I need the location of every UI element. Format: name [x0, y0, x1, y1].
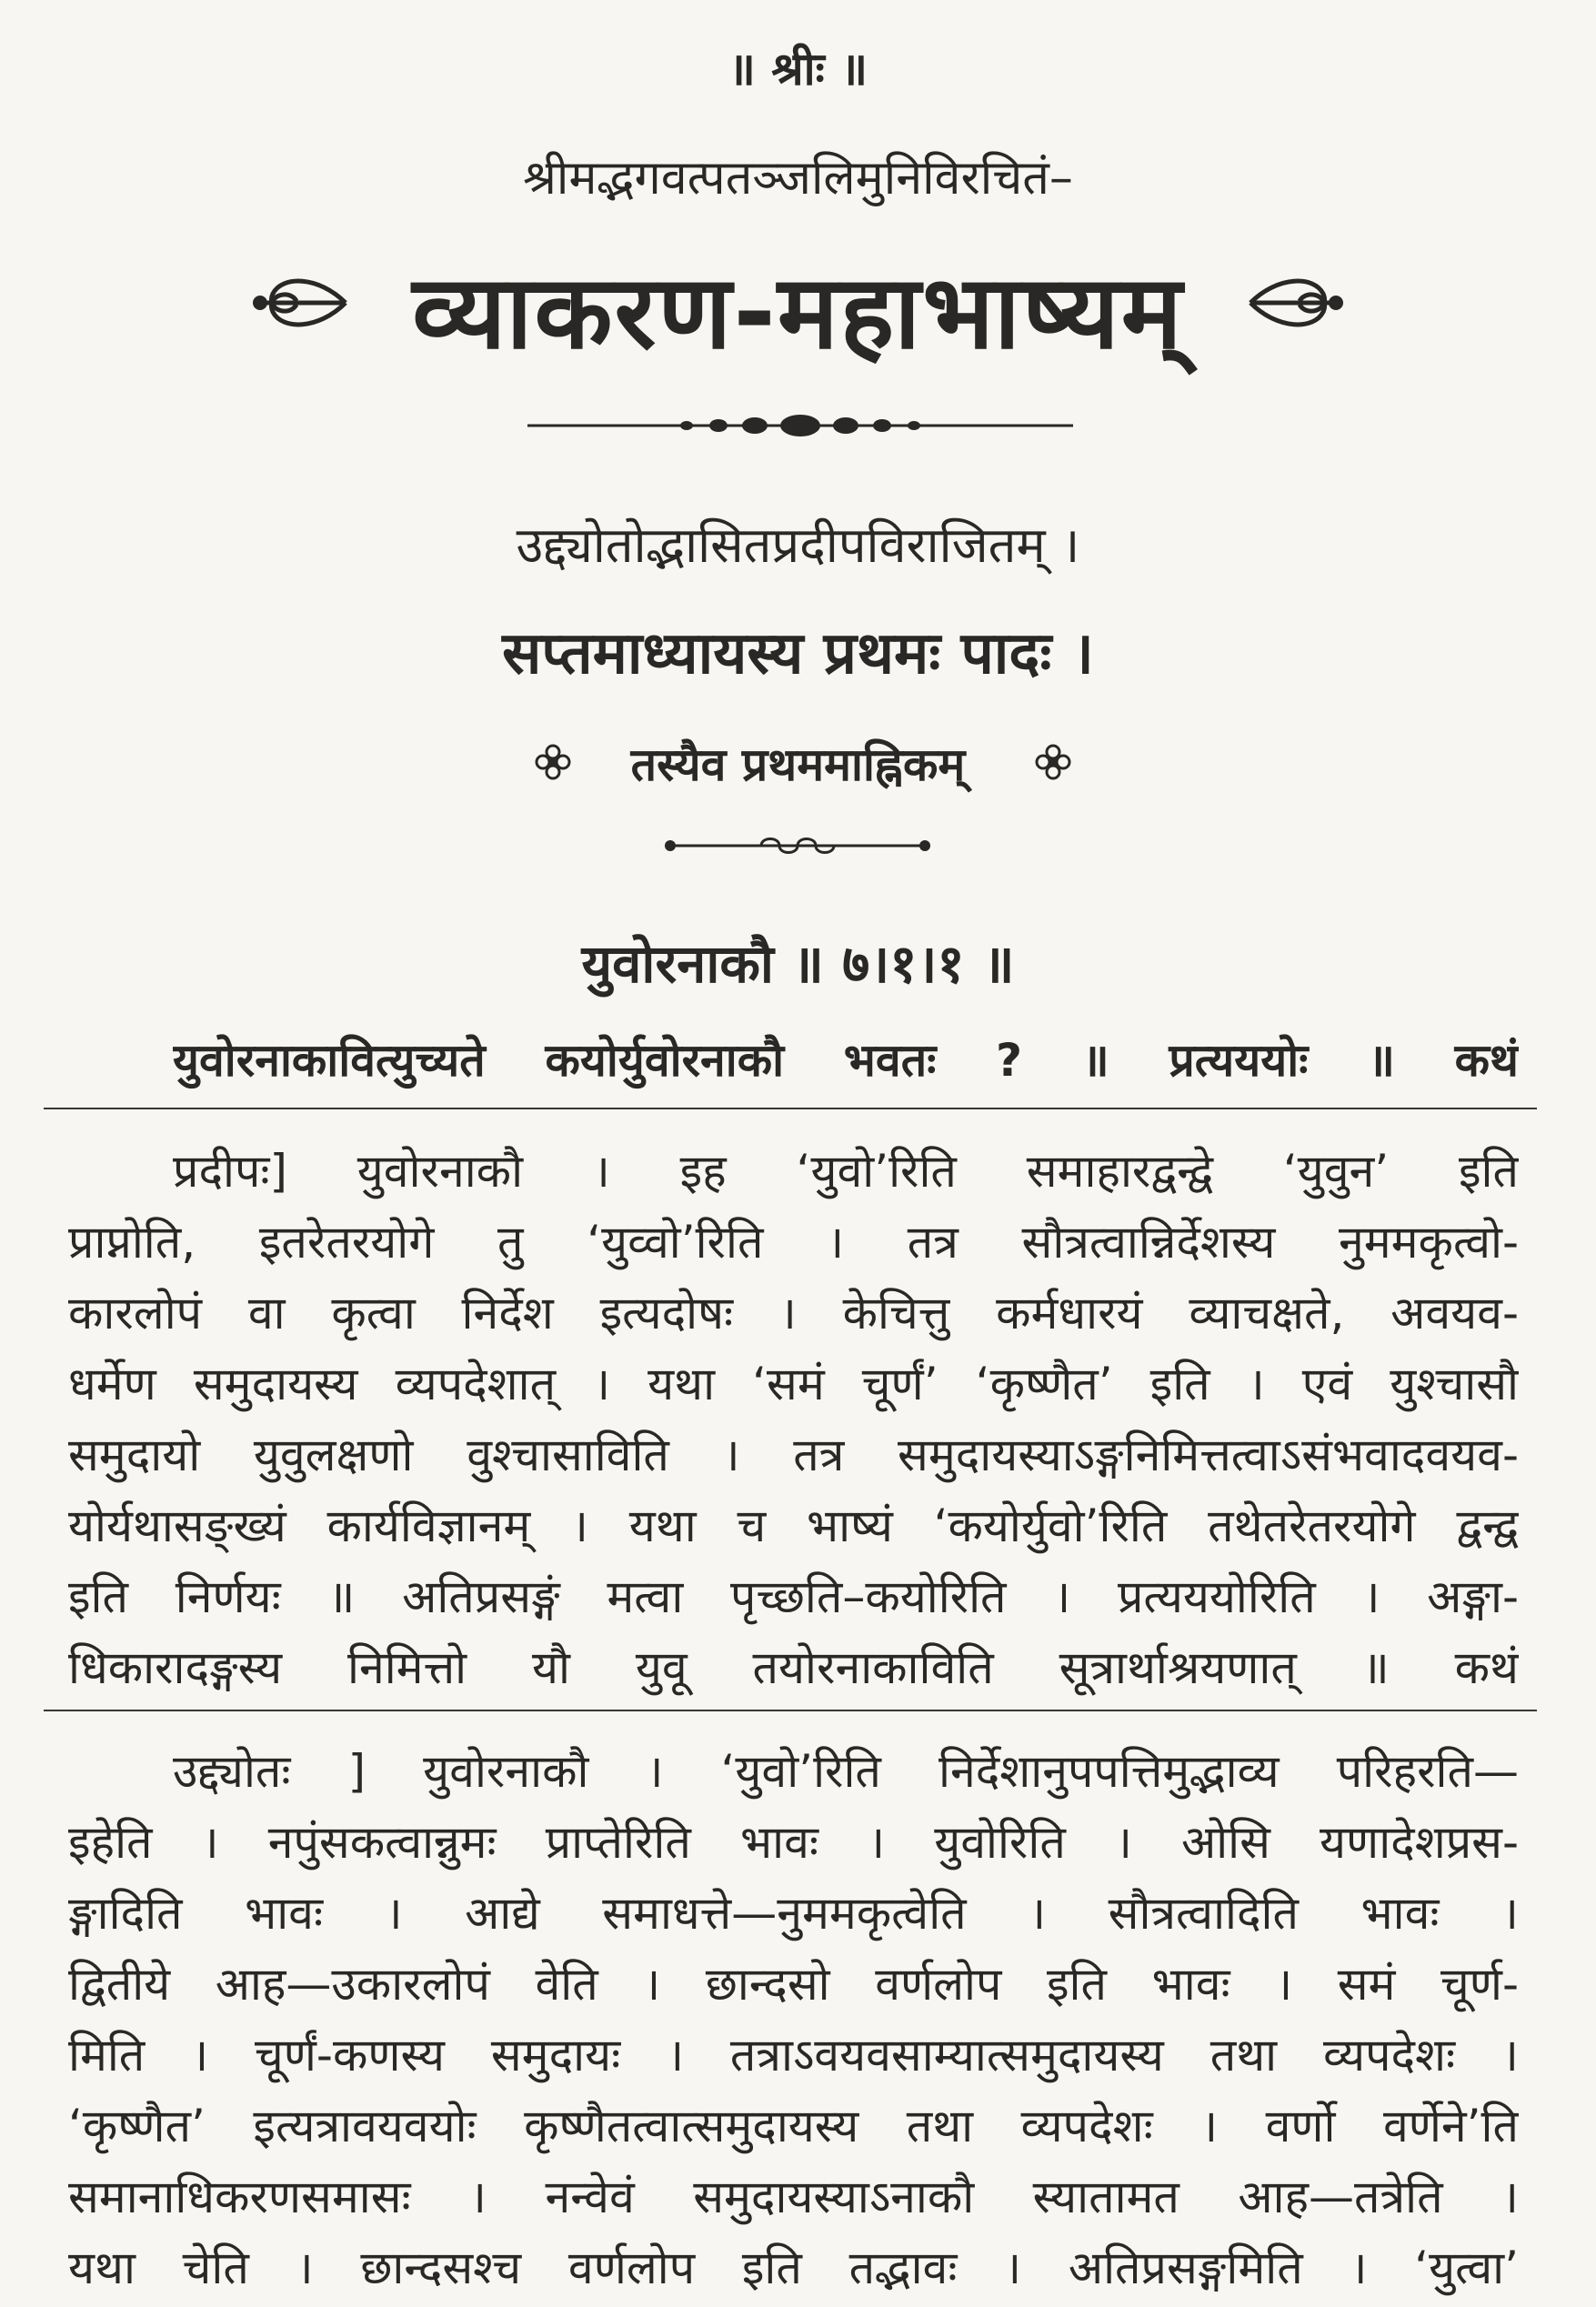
pradipa-line: प्राप्नोति, इतरेतरयोगे तु ‘युव्वो’रिति । तत्र सौत्रत्वान्निर्देशस्य नुममकृत्वो-	[68, 1216, 1519, 1269]
ornament-divider-icon	[527, 407, 1073, 444]
uddyota-line: ङ्गादिति भावः । आद्ये समाधत्ते—नुममकृत्वेति । सौत्रत्वादिति भावः ।	[68, 1887, 1519, 1940]
section-divider-1	[44, 1108, 1537, 1109]
scroll-divider-icon	[661, 832, 934, 859]
right-flower-icon	[1035, 744, 1071, 780]
author-line: श्रीमद्भगवत्पतञ्जलिमुनिविरचितं–	[523, 151, 1073, 206]
section-divider-2	[44, 1710, 1537, 1711]
pradipa-line: इति निर्णयः ॥ अतिप्रसङ्गं मत्वा पृच्छति–कयोरिति । प्रत्यययोरिति । अङ्गा-	[68, 1570, 1519, 1623]
ahnika-heading: तस्यैव प्रथममाह्निकम्	[630, 738, 966, 791]
uddyota-line: इहेति । नपुंसकत्वान्नुमः प्राप्तेरिति भावः । युवोरिति । ओसि यणादेशप्रस-	[68, 1816, 1519, 1869]
pradipa-line: समुदायो युवुलक्षणो वुश्चासाविति । तत्र समुदायस्याऽङ्गनिमित्तत्वाऽसंभवादवयव-	[68, 1429, 1519, 1481]
pradipa-line: धिकारादङ्गस्य निमित्तो यौ युवू तयोरनाकाविति सूत्रार्थाश्रयणात् ॥ कथं	[68, 1641, 1519, 1694]
chapter-heading: सप्तमाध्यायस्य प्रथमः पादः ।	[502, 620, 1094, 687]
bhashya-line: युवोरनाकावित्युच्यते कयोर्युवोरनाकौ भवतः ? ॥ प्रत्यययोः ॥ कथं	[173, 1034, 1519, 1087]
uddyota-line: समानाधिकरणसमासः । नन्वेवं समुदायस्याऽनाकौ स्यातामत आह—तत्रेति ।	[68, 2171, 1519, 2223]
main-title: व्याकरण-महाभाष्यम्	[412, 254, 1184, 372]
pradipa-line: प्रदीपः] युवोरनाकौ । इह ‘युवो’रिति समाहारद्वन्द्वे ‘युवुन’ इति	[173, 1145, 1519, 1198]
uddyota-line: ‘कृष्णैत’ इत्यत्रावयवयोः कृष्णैतत्वात्समुदायस्य तथा व्यपदेशः । वर्णो वर्णेने’ति	[68, 2100, 1519, 2152]
uddyota-line: यथा चेति । छान्दसश्च वर्णलोप इति तद्भावः । अतिप्रसङ्गमिति । ‘युत्वा’	[68, 2242, 1519, 2294]
pradipa-line: कारलोपं वा कृत्वा निर्देश इत्यदोषः । केचित्तु कर्मधारयं व्याचक्षते, अवयव-	[68, 1287, 1519, 1339]
pradipa-line: योर्यथासङ्ख्यं कार्यविज्ञानम् । यथा च भाष्यं ‘कयोर्युवो’रिति तथेतरेतरयोगे द्वन्द्व	[68, 1500, 1519, 1552]
uddyota-line: द्वितीये आह—उकारलोपं वेति । छान्दसो वर्णलोप इति भावः । समं चूर्ण-	[68, 1958, 1519, 2011]
sutra-heading: युवोरनाकौ ॥ ७।१।१ ॥	[581, 933, 1015, 995]
pradipa-line: धर्मेण समुदायस्य व्यपदेशात् । यथा ‘समं चूर्णं’ ‘कृष्णैत’ इति । एवं युश्चासौ	[68, 1358, 1519, 1410]
uddyota-line: उद्द्योतः ] युवोरनाकौ । ‘युवो’रिति निर्देशानुपपत्तिमुद्भाव्य परिहरति—	[173, 1745, 1519, 1798]
invocation: ॥ श्रीः ॥	[728, 43, 868, 95]
commentary-line: उद्द्योतोद्भासितप्रदीपविराजितम् ।	[516, 517, 1080, 574]
right-fleuron-icon	[1241, 257, 1350, 348]
uddyota-line: मिति । चूर्णं-कणस्य समुदायः । तत्राऽवयवसाम्यात्समुदायस्य तथा व्यपदेशः ।	[68, 2029, 1519, 2081]
